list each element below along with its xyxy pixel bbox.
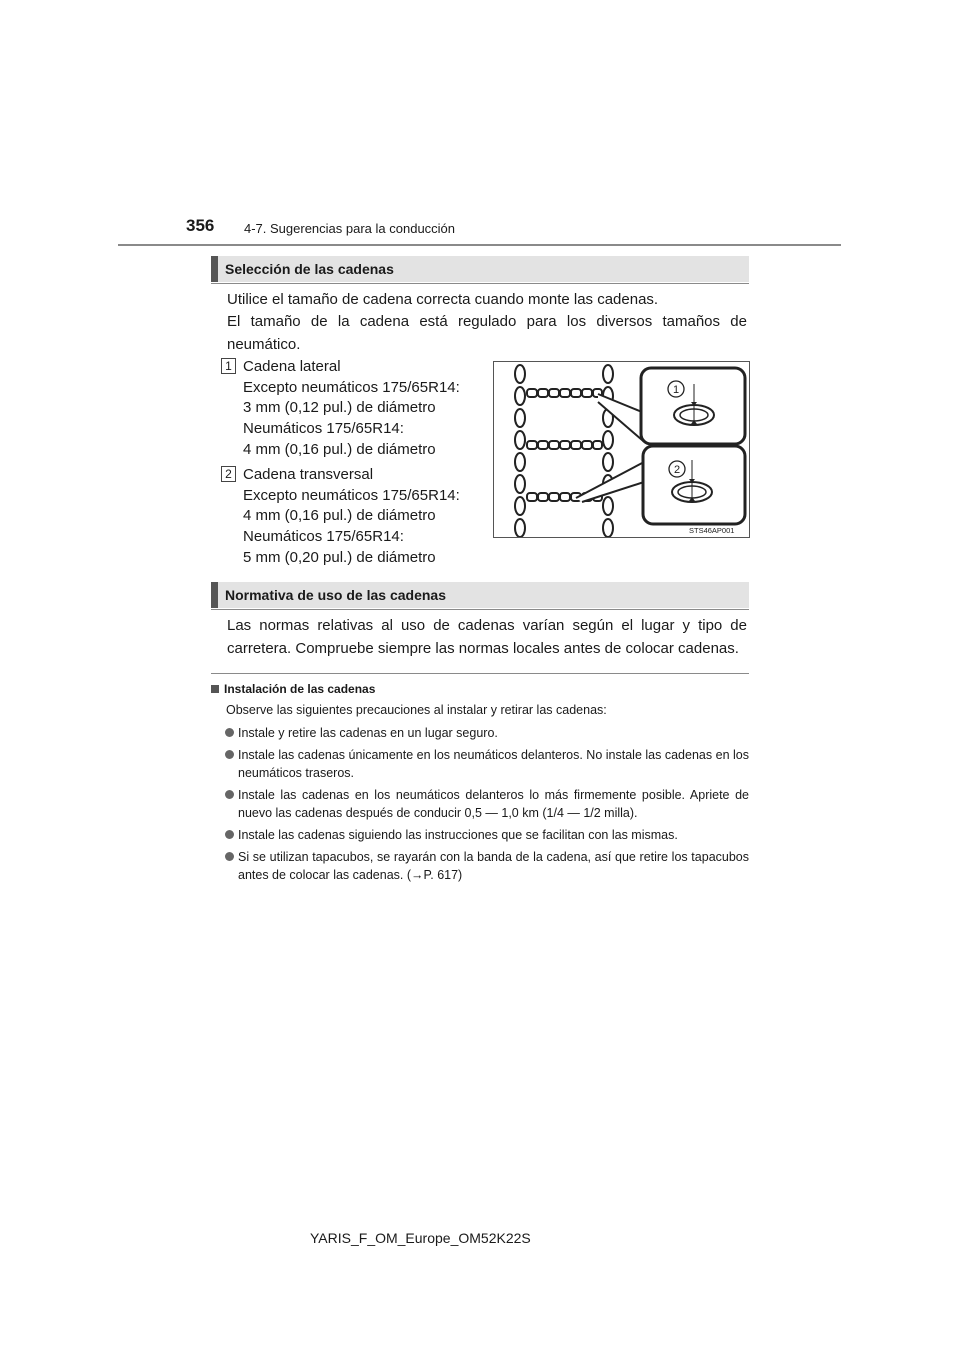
separator-rule xyxy=(211,673,749,674)
item-line: 3 mm (0,12 pul.) de diámetro xyxy=(243,399,436,417)
cross-chain-middle xyxy=(527,441,602,449)
regulations-text: Las normas relativas al uso de cadenas varían según el lugar y tipo de carretera. Compruebe siempre las normas locales antes de colocar cadenas. xyxy=(227,617,747,657)
chain-diagram-svg xyxy=(494,362,749,537)
callout-number-2: 2 xyxy=(673,464,681,476)
square-bullet-icon xyxy=(211,685,219,693)
list-item xyxy=(211,786,749,822)
bullet-text: Instale las cadenas en los neumáticos delanteros lo más firmemente posible. Apriete de nuevo las cadenas después de conducir 0,5 — 1,0 km (1/4 — 1/2 milla). xyxy=(238,788,749,820)
section-heading-chain-selection: Selección de las cadenas xyxy=(211,256,749,282)
item-line: 5 mm (0,20 pul.) de diámetro xyxy=(243,548,436,566)
chain-illustration xyxy=(493,361,750,538)
item-line: 4 mm (0,16 pul.) de diámetro xyxy=(243,440,436,458)
list-item xyxy=(211,746,749,782)
right-vertical-chain xyxy=(603,365,613,537)
intro-line-1: Utilice el tamaño de cadena correcta cuando monte las cadenas. xyxy=(227,291,659,308)
bullet-text: Instale las cadenas siguiendo las instrucciones que se facilitan con las mismas. xyxy=(238,828,678,842)
item-line: Cadena transversal xyxy=(243,466,374,483)
item-line: Excepto neumáticos 175/65R14: xyxy=(243,486,460,504)
item-line: Neumáticos 175/65R14: xyxy=(243,528,404,546)
install-heading-text: Instalación de las cadenas xyxy=(224,682,376,696)
bullet-dot-icon xyxy=(225,728,234,737)
intro-line-2: El tamaño de la cadena está regulado para los diversos tamaños de neumático. xyxy=(227,313,747,353)
bullet-text: Si se utilizan tapacubos, se rayarán con la banda de la cadena, así que retire los tapacubos antes de colocar las cadenas. (→P. 617) xyxy=(238,850,749,882)
bullet-dot-icon xyxy=(225,852,234,861)
section-heading-chain-regulations: Normativa de uso de las cadenas xyxy=(211,582,749,608)
install-intro: Observe las siguientes precauciones al instalar y retirar las cadenas: xyxy=(226,703,607,717)
callout-box-2 xyxy=(576,446,745,524)
item-line: Excepto neumáticos 175/65R14: xyxy=(243,378,460,396)
bullet-dot-icon xyxy=(225,750,234,759)
list-item xyxy=(211,826,749,844)
document-id: YARIS_F_OM_Europe_OM52K22S xyxy=(310,1230,531,1246)
callout-number-1: 1 xyxy=(672,384,680,396)
list-item xyxy=(211,848,749,884)
item-line: Cadena lateral xyxy=(243,358,341,375)
callout-box-1 xyxy=(598,368,745,444)
item-cross-chain xyxy=(243,465,488,569)
list-item xyxy=(211,724,749,742)
section-title: 4-7. Sugerencias para la conducción xyxy=(244,221,456,236)
bullet-text: Instale y retire las cadenas en un lugar seguro. xyxy=(238,726,498,740)
page-number: 356 xyxy=(186,216,215,235)
item-number-badge: 1 xyxy=(221,358,236,374)
item-side-chain xyxy=(243,357,488,461)
item-line: 4 mm (0,16 pul.) de diámetro xyxy=(243,507,436,525)
bullet-dot-icon xyxy=(225,830,234,839)
cross-chain-top xyxy=(527,389,602,397)
item-number-badge: 2 xyxy=(221,466,236,482)
install-heading xyxy=(211,682,375,696)
left-vertical-chain xyxy=(515,365,525,537)
bullet-dot-icon xyxy=(225,790,234,799)
bullet-text: Instale las cadenas únicamente en los neumáticos delanteros. No instale las cadenas en los neumáticos traseros. xyxy=(238,748,749,780)
figure-code: STS46AP001 xyxy=(689,526,735,535)
header-rule xyxy=(118,244,841,246)
item-line: Neumáticos 175/65R14: xyxy=(243,420,404,438)
